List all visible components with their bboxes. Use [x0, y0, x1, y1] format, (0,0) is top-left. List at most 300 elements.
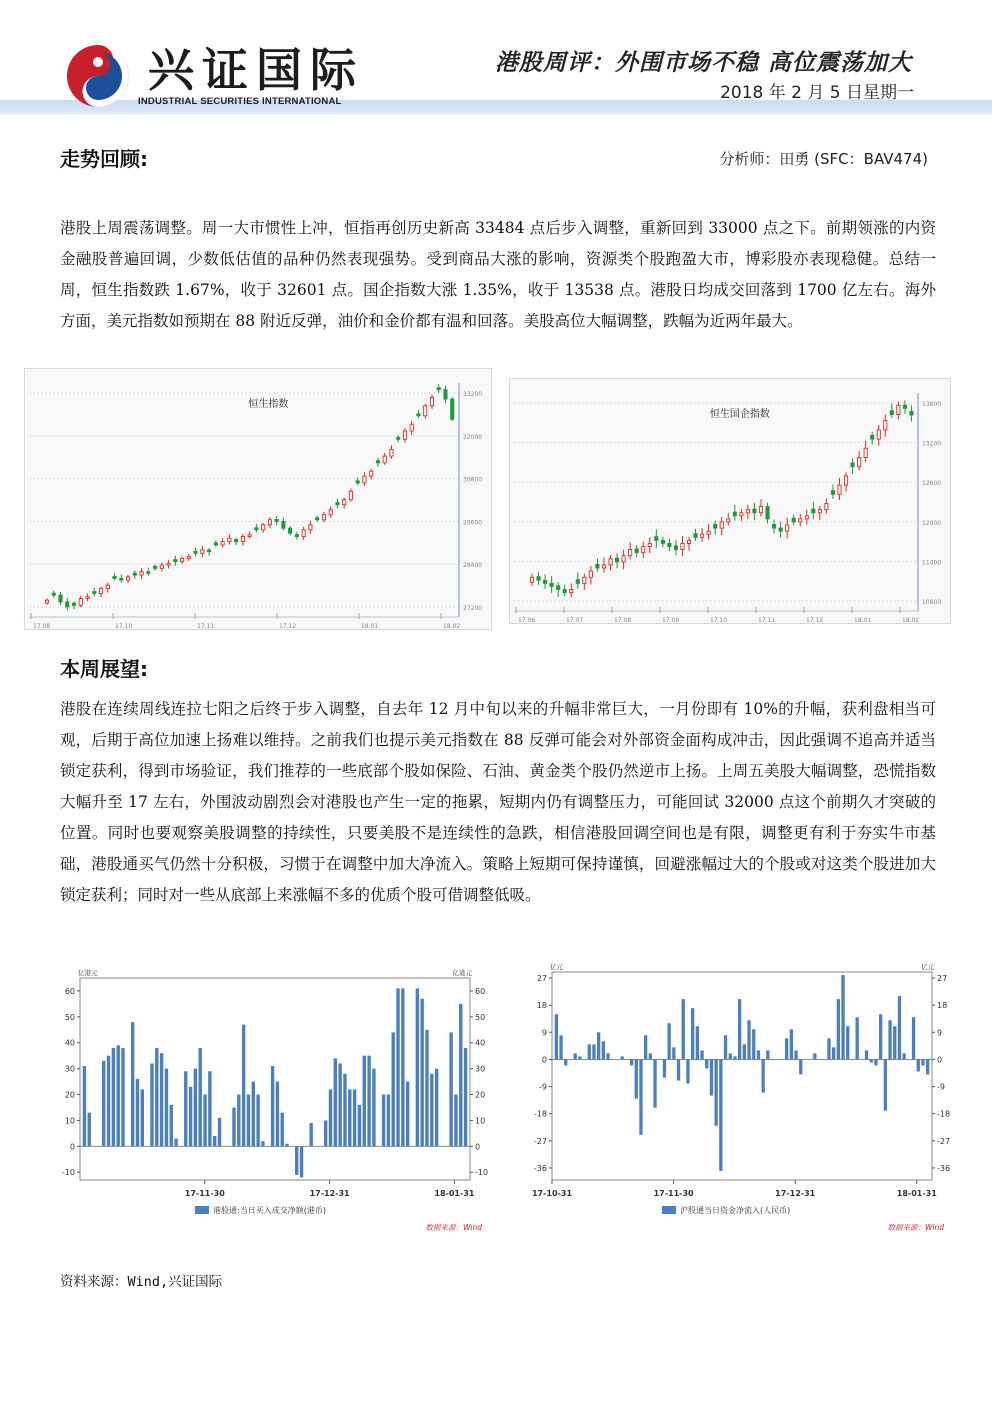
- bar: [917, 1059, 920, 1071]
- candle-body: [753, 509, 756, 513]
- candle-body: [289, 528, 292, 533]
- bar: [300, 1146, 303, 1177]
- bar: [621, 1056, 624, 1059]
- hsi-candlestick-chart: [25, 369, 492, 630]
- y-tick-label-right: 18: [937, 1001, 948, 1011]
- candle-body: [316, 518, 319, 520]
- bar: [799, 1059, 802, 1074]
- candle-body: [543, 580, 546, 583]
- bar: [602, 1041, 605, 1059]
- bar: [884, 1059, 887, 1110]
- y-tick-label-left: -9: [539, 1082, 547, 1092]
- bar: [363, 1056, 366, 1147]
- y-tick-label: 27200: [463, 605, 483, 612]
- y-tick-label: 28400: [463, 562, 483, 570]
- candle-body: [707, 531, 710, 534]
- bar: [343, 1074, 346, 1147]
- legend-label: 港股通:当日买入成交净额(港币): [213, 1206, 326, 1215]
- candle-body: [583, 577, 586, 583]
- bar: [184, 1071, 187, 1146]
- candle-body: [356, 481, 359, 483]
- bar: [406, 1082, 409, 1147]
- candle-body: [268, 520, 271, 525]
- bar: [372, 1069, 375, 1147]
- x-tick-label: 18.02: [902, 617, 920, 624]
- candle-body: [45, 600, 48, 603]
- bar: [324, 1120, 327, 1146]
- candle-body: [255, 528, 258, 530]
- x-tick-label: 18-01-31: [896, 1189, 937, 1198]
- candle-body: [126, 577, 129, 580]
- candle-body: [329, 510, 332, 515]
- bar: [338, 1063, 341, 1146]
- bar: [856, 1017, 859, 1059]
- bar: [189, 1087, 192, 1147]
- candle-body: [589, 571, 592, 577]
- candle-body: [772, 524, 775, 528]
- y-tick-label-right: 60: [475, 986, 486, 996]
- bar: [237, 1095, 240, 1147]
- candle-body: [844, 476, 847, 485]
- source-note: 资料来源：Wind,兴证国际: [60, 1274, 223, 1290]
- candle-body: [766, 507, 769, 519]
- y-tick-label-right: 0: [475, 1142, 481, 1152]
- unit-label-right: 亿元: [921, 963, 934, 971]
- x-tick-label: 17-11-30: [184, 1189, 225, 1198]
- candle-body: [720, 522, 723, 528]
- candle-body: [349, 491, 352, 499]
- bar: [459, 1004, 462, 1146]
- candle-body: [779, 528, 782, 531]
- x-tick-label: 17.07: [566, 617, 584, 624]
- x-tick-label: 17.11: [197, 623, 215, 630]
- bar: [790, 1029, 793, 1059]
- bar: [329, 1089, 332, 1146]
- bar: [733, 1056, 736, 1059]
- candle-body: [72, 603, 75, 605]
- y-tick-label-right: 50: [475, 1012, 486, 1022]
- bar: [832, 1047, 835, 1059]
- y-tick-label-right: 20: [475, 1090, 486, 1100]
- x-tick-label: 18.02: [443, 623, 461, 630]
- bar: [710, 1059, 713, 1095]
- candle-body: [140, 572, 143, 575]
- y-tick-label: 30800: [463, 476, 483, 484]
- bar: [762, 1059, 765, 1092]
- bar: [454, 1095, 457, 1147]
- candle-body: [302, 530, 305, 537]
- candle-body: [397, 437, 400, 439]
- candle-body: [530, 577, 533, 582]
- review-paragraph: 港股上周震荡调整。周一大市惯性上冲，恒指再创历史新高 33484 点后步入调整，重新回到 33000 点之下。前期领涨的内资金融股普遍回调，少数低估值的品种仍然表现强势。受到商品大涨的影响，资源类个股跑盈大市，博彩股亦表现稳健。总结一周，恒生指数跌 1.67%，收于 32601 点。国企指数大涨 1.35%，收于 13538 点。港股日均成交回落到 1700 亿左右。海外方面，美元指数如预期在 88 附近反弹，油价和金价都有温和回落。美股高位大幅调整，跌幅为近两年最大。: [60, 219, 936, 330]
- bar: [588, 1044, 591, 1059]
- candle-body: [180, 558, 183, 561]
- bar: [597, 1032, 600, 1059]
- bar: [170, 1105, 173, 1146]
- y-tick-label-left: -27: [533, 1136, 547, 1146]
- candle-body: [687, 540, 690, 543]
- candle-body: [681, 543, 684, 549]
- candle-body: [851, 463, 854, 467]
- candle-body: [557, 586, 560, 590]
- bar: [281, 1113, 284, 1147]
- bar: [160, 1053, 163, 1146]
- bar: [102, 1061, 105, 1146]
- x-tick-label: 17-12-31: [775, 1189, 816, 1198]
- x-tick-label: 17-10-31: [531, 1189, 573, 1198]
- y-tick-label: 12000: [922, 519, 942, 527]
- legend-label: 沪股通当日资金净流入(人民币): [680, 1206, 791, 1215]
- unit-label-right: 亿港元: [452, 969, 472, 977]
- bar: [276, 1082, 279, 1147]
- candle-body: [275, 519, 278, 521]
- bar: [464, 1048, 467, 1146]
- candle-body: [714, 524, 717, 528]
- candle-body: [858, 457, 861, 466]
- candle-body: [451, 399, 454, 419]
- candle-body: [221, 542, 224, 545]
- bar: [912, 1017, 915, 1059]
- candle-body: [792, 518, 795, 522]
- bar: [367, 1056, 370, 1147]
- candle-body: [884, 421, 887, 430]
- candle-body: [113, 576, 116, 578]
- bar: [358, 1105, 361, 1146]
- bar: [382, 1095, 385, 1147]
- chart-source: 数据来源：Wind: [425, 1223, 482, 1232]
- candle-body: [629, 550, 632, 556]
- southbound-hk-flow-chart: [56, 966, 496, 1236]
- x-tick-label: 18-01-31: [434, 1189, 475, 1198]
- bar: [903, 1053, 906, 1059]
- bar: [348, 1089, 351, 1146]
- bar: [435, 1069, 438, 1147]
- y-tick-label: 29600: [463, 519, 483, 527]
- candle-body: [282, 521, 285, 528]
- chart-title: 恒生国企指数: [709, 409, 770, 420]
- bar: [420, 999, 423, 1147]
- bar: [898, 996, 901, 1059]
- y-tick-label-right: 9: [937, 1028, 943, 1038]
- candle-body: [903, 405, 906, 408]
- candle-body: [727, 519, 730, 522]
- y-tick-label-right: 0: [937, 1055, 943, 1065]
- bar: [696, 1026, 699, 1059]
- bar: [578, 1056, 581, 1059]
- candle-body: [759, 507, 762, 513]
- bar: [630, 1059, 633, 1065]
- candle-body: [79, 599, 82, 606]
- candle-body: [201, 550, 204, 553]
- bar: [700, 1050, 703, 1059]
- candle-body: [430, 397, 433, 405]
- candle-body: [740, 513, 743, 516]
- bar: [841, 975, 844, 1059]
- hscei-chart: [509, 378, 951, 624]
- candle-body: [343, 500, 346, 505]
- x-tick-label: 17.09: [662, 617, 680, 624]
- candle-body: [570, 590, 573, 593]
- candle-body: [99, 589, 102, 594]
- bar: [392, 1032, 395, 1146]
- bar: [879, 1014, 882, 1059]
- bar: [247, 1095, 250, 1147]
- y-tick-label-right: -36: [937, 1163, 951, 1173]
- bar: [757, 1050, 760, 1059]
- candle-body: [890, 411, 893, 415]
- y-tick-label: 32000: [463, 433, 483, 441]
- x-tick-label: 18.01: [361, 623, 379, 630]
- y-tick-label: 13200: [922, 440, 942, 448]
- y-tick-label-left: 9: [541, 1028, 547, 1038]
- y-tick-label-right: 30: [475, 1064, 486, 1074]
- candle-body: [133, 573, 136, 575]
- candle-body: [295, 535, 298, 537]
- x-tick-label: 17-11-30: [653, 1189, 694, 1198]
- candle-body: [194, 551, 197, 553]
- bar: [888, 1020, 891, 1059]
- candle-body: [864, 448, 867, 457]
- y-tick-label-right: -10: [475, 1168, 489, 1178]
- candle-body: [228, 538, 231, 541]
- candle-body: [694, 534, 697, 538]
- bar: [203, 1095, 206, 1147]
- candle-body: [537, 577, 540, 581]
- bar: [893, 1026, 896, 1059]
- legend-swatch: [662, 1206, 676, 1214]
- y-tick-label-right: -27: [937, 1136, 951, 1146]
- unit-label-left: 亿元: [550, 963, 563, 971]
- candle-body: [322, 515, 325, 520]
- outlook-section-title: 本周展望:: [60, 657, 148, 681]
- y-tick-label: 33200: [463, 391, 483, 398]
- y-tick-label-right: 27: [937, 974, 948, 984]
- candle-body: [897, 405, 900, 414]
- candle-body: [805, 516, 808, 519]
- unit-label-left: 亿港元: [78, 969, 98, 977]
- bar: [387, 1095, 390, 1147]
- candle-body: [417, 414, 420, 416]
- bar: [555, 1014, 558, 1059]
- candle-body: [336, 503, 339, 505]
- southbound-hk-bar-chart: [56, 966, 496, 1236]
- legend-swatch: [195, 1206, 209, 1214]
- bar: [131, 1022, 134, 1146]
- bar: [870, 1059, 873, 1062]
- y-tick-label-left: 10: [64, 1116, 75, 1126]
- candle-body: [831, 491, 834, 495]
- candle-body: [838, 485, 841, 494]
- bar: [785, 1038, 788, 1059]
- bar: [155, 1048, 158, 1146]
- candle-body: [153, 566, 156, 568]
- bar: [334, 1058, 337, 1146]
- candle-body: [207, 550, 210, 552]
- northbound-sh-bar-chart: [528, 960, 958, 1236]
- candle-body: [383, 456, 386, 463]
- y-tick-label-left: 27: [536, 974, 547, 984]
- y-tick-label-left: 50: [64, 1012, 75, 1022]
- bar: [837, 999, 840, 1059]
- bar: [285, 1144, 288, 1147]
- bar: [121, 1048, 124, 1146]
- candle-body: [871, 435, 874, 439]
- candle-body: [635, 549, 638, 553]
- bar: [747, 1020, 750, 1059]
- candle-body: [424, 406, 427, 416]
- candle-body: [733, 512, 736, 516]
- bar: [150, 1063, 153, 1146]
- bar: [559, 1035, 562, 1059]
- bar: [926, 1059, 929, 1074]
- bar: [165, 1069, 168, 1147]
- x-tick-label: 17-12-31: [309, 1189, 350, 1198]
- candle-body: [615, 558, 618, 562]
- bar: [592, 1044, 595, 1059]
- company-name-cn: 兴证国际: [148, 43, 364, 97]
- outlook-paragraph: 港股在连续周线连拉七阳之后终于步入调整，自去年 12 月中旬以来的升幅非常巨大，一月份即有 10%的升幅，获利盘相当可观，后期于高位加速上扬难以维持。之前我们也提示美元指数在 88 反弹可能会对外部资金面构成冲击，因此强调不追高并适当锁定获利，得到市场验证，我们推荐的一些底部个股如保险、石油、黄金类个股仍然逆市上扬。上周五美股大幅调整，恐慌指数大幅升至 17 左右，外围波动剧烈会对港股也产生一定的拖累，短期内仍有调整压力，可能回试 32000 点这个前期久才突破的位置。同时也要观察美股调整的持续性，只要美股不是连续性的急跌，相信港股回调空间也是有限，调整更有利于夯实牛市基础，港股通买气仍然十分积极，习惯于在调整中加大净流入。策略上短期可保持谨慎，回避涨幅过大的个股或对这类个股进加大锁定获利；同时对一些从底部上来涨幅不多的优质个股可借调整低吸。: [60, 700, 936, 904]
- x-tick-label: 17.10: [710, 617, 728, 624]
- y-tick-label: 12600: [922, 480, 942, 488]
- y-tick-label-right: 10: [475, 1116, 486, 1126]
- candle-body: [661, 540, 664, 543]
- bar: [430, 1074, 433, 1147]
- candle-body: [622, 556, 625, 562]
- report-date: 2018 年 2 月 5 日星期一: [720, 83, 914, 103]
- x-tick-label: 18.01: [854, 617, 872, 624]
- bar: [416, 988, 419, 1146]
- bar: [865, 1050, 868, 1059]
- report-title: 港股周评：外围市场不稳 高位震荡加大: [494, 50, 912, 76]
- northbound-sh-flow-chart: [528, 960, 958, 1236]
- bar: [194, 1069, 197, 1147]
- candle-body: [825, 504, 828, 510]
- bar: [691, 1008, 694, 1059]
- candle-body: [52, 593, 55, 595]
- candle-body: [563, 590, 566, 593]
- candle-body: [609, 559, 612, 565]
- bar: [112, 1048, 115, 1146]
- bar: [449, 1032, 452, 1146]
- candle-body: [376, 461, 379, 463]
- y-tick-label-left: 40: [64, 1038, 75, 1048]
- candle-body: [174, 560, 177, 562]
- bar: [738, 999, 741, 1059]
- hscei-candlestick-chart: [510, 379, 951, 624]
- bar: [705, 1059, 708, 1068]
- bar: [107, 1056, 110, 1147]
- y-tick-label-right: 40: [475, 1038, 486, 1048]
- bar: [261, 1141, 264, 1146]
- bar: [874, 1059, 877, 1065]
- bar: [174, 1139, 177, 1147]
- candle-body: [403, 431, 406, 439]
- bar: [353, 1089, 356, 1146]
- candle-body: [147, 572, 150, 574]
- candle-body: [86, 597, 89, 599]
- candle-body: [248, 535, 251, 537]
- candle-body: [167, 563, 170, 565]
- bar: [213, 1136, 216, 1146]
- candle-body: [655, 537, 658, 541]
- bar: [649, 1053, 652, 1059]
- bar: [653, 1059, 656, 1107]
- candle-body: [187, 557, 190, 559]
- bar: [672, 1047, 675, 1059]
- bar: [606, 1053, 609, 1059]
- company-logo-icon: [64, 38, 132, 110]
- bar: [668, 1023, 671, 1059]
- candle-body: [799, 519, 802, 522]
- candle-body: [877, 430, 880, 439]
- y-tick-label: 13800: [922, 401, 942, 408]
- y-tick-label-left: 20: [64, 1090, 75, 1100]
- y-tick-label-left: -18: [533, 1109, 547, 1119]
- bar: [724, 1035, 727, 1059]
- bar: [232, 1107, 235, 1146]
- candle-body: [214, 543, 217, 545]
- plot-frame: [552, 972, 932, 1180]
- bar: [921, 1059, 924, 1065]
- candle-body: [818, 510, 821, 513]
- candle-body: [746, 510, 749, 513]
- candle-body: [596, 564, 599, 568]
- bar: [141, 1089, 144, 1146]
- bar: [644, 1035, 647, 1059]
- candle-body: [642, 547, 645, 553]
- y-tick-label: 11400: [922, 559, 942, 567]
- candle-body: [648, 543, 651, 546]
- y-tick-label-left: 0: [69, 1142, 75, 1152]
- y-tick-label-left: 60: [64, 986, 75, 996]
- bar: [686, 1059, 689, 1083]
- bar: [574, 1053, 577, 1059]
- candle-body: [602, 565, 605, 568]
- bar: [752, 1029, 755, 1059]
- bar: [88, 1113, 91, 1147]
- x-tick-label: 17.08: [614, 617, 632, 624]
- candle-body: [59, 595, 62, 602]
- bar: [715, 1059, 718, 1125]
- hsi-chart: [24, 368, 492, 630]
- analyst-info: 分析师：田勇 (SFC：BAV474): [719, 150, 928, 168]
- candle-body: [576, 580, 579, 584]
- candle-body: [444, 390, 447, 399]
- bar: [401, 988, 404, 1146]
- candle-body: [437, 388, 440, 390]
- bar: [635, 1059, 638, 1098]
- y-tick-label-right: -18: [937, 1109, 951, 1119]
- y-tick-label-left: 0: [541, 1055, 547, 1065]
- candle-body: [550, 583, 553, 586]
- bar: [813, 1053, 816, 1059]
- candle-body: [93, 592, 96, 594]
- x-tick-label: 17.12: [279, 623, 297, 630]
- report-header: [0, 0, 992, 115]
- candle-body: [668, 543, 671, 546]
- bar: [116, 1045, 119, 1146]
- bar: [682, 999, 685, 1059]
- bar: [252, 1082, 255, 1147]
- x-tick-label: 17.12: [806, 617, 824, 624]
- company-name-en: INDUSTRIAL SECURITIES INTERNATIONAL: [138, 96, 342, 107]
- x-tick-label: 17.10: [115, 623, 133, 630]
- candle-body: [410, 424, 413, 431]
- candle-body: [812, 509, 815, 513]
- y-tick-label-right: -9: [937, 1082, 945, 1092]
- bar: [309, 1123, 312, 1146]
- bar: [846, 1026, 849, 1059]
